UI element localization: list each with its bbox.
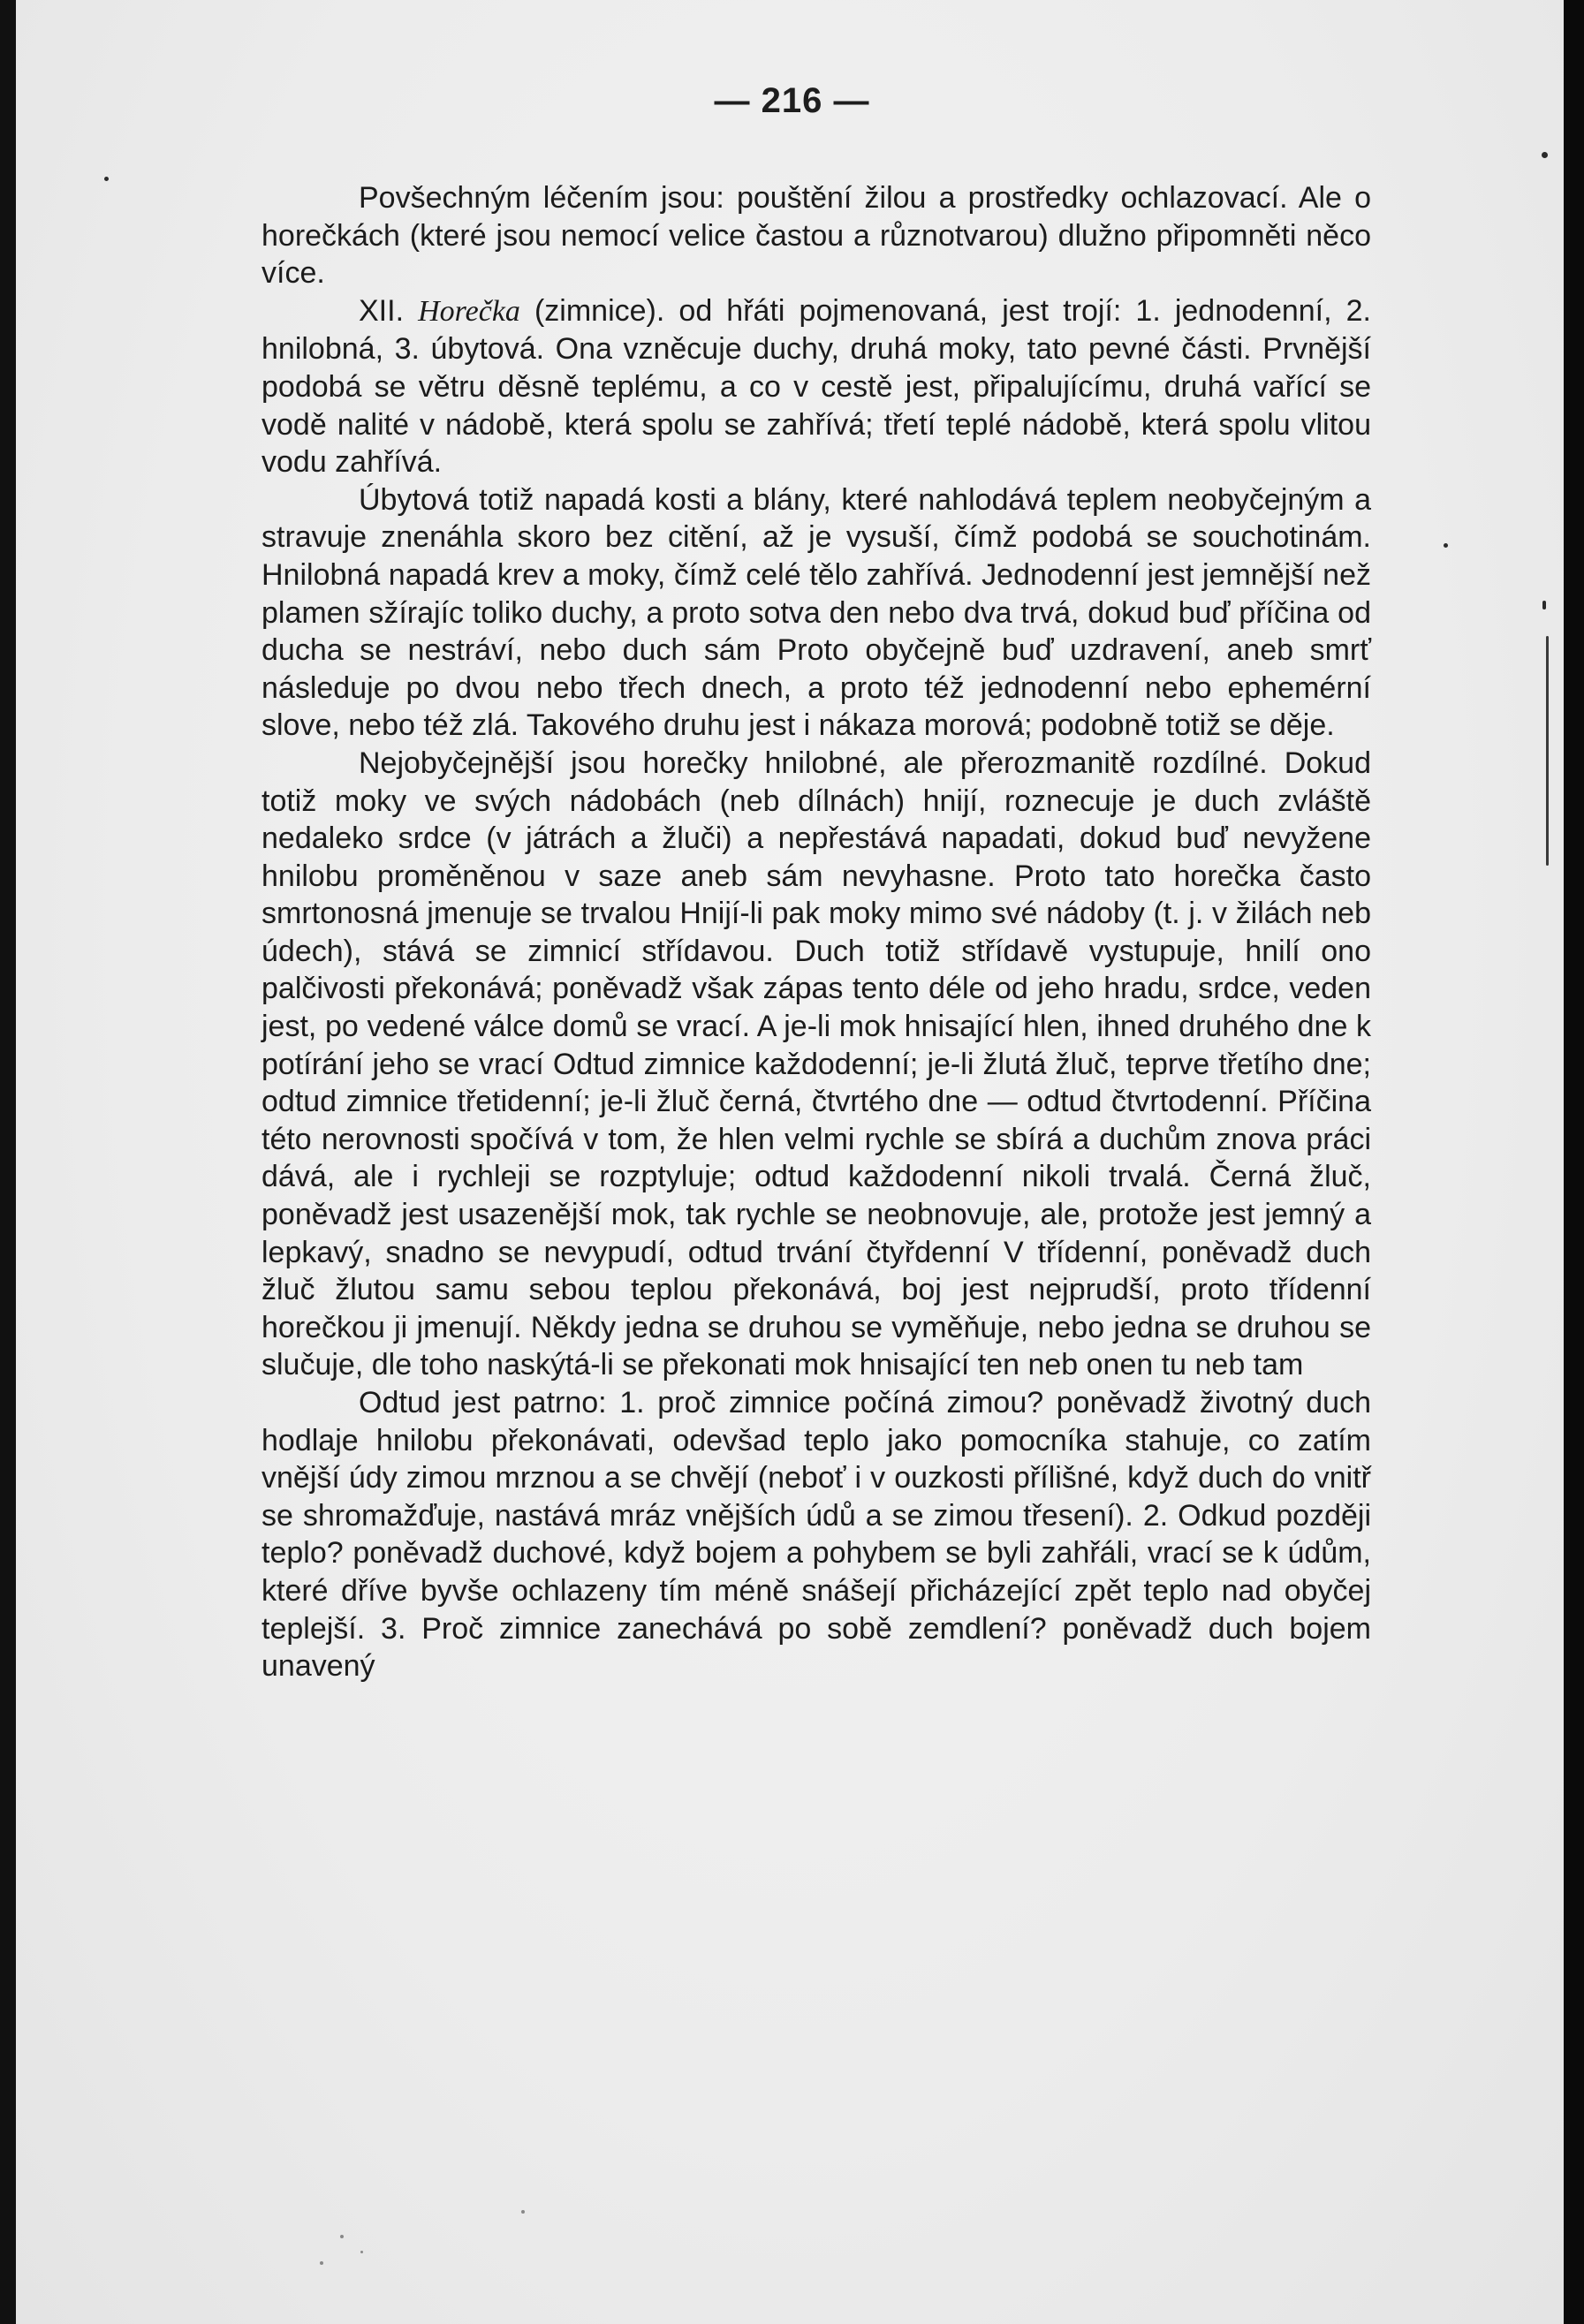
scan-left-border	[0, 0, 16, 2324]
scan-speck	[1444, 543, 1448, 548]
section-number: XII.	[359, 293, 419, 328]
scan-speck	[340, 2235, 344, 2238]
scan-speck	[104, 177, 109, 181]
body-text	[261, 179, 1371, 1685]
scan-speck	[320, 2261, 323, 2265]
section-heading: Horečka	[418, 294, 520, 328]
scan-speck	[521, 2210, 525, 2214]
paragraph-4: Nejobyčejnější jsou horečky hnilobné, ale přerozmanitě rozdílné. Dokud totiž moky ve svých nádobách (neb dílnách) hnijí, roznecuje je duch zvláště nedaleko srdce (v játrách a žluči) a nepřestává napadati, dokud buď nevyžene hnilobu proměněnou v saze aneb sám nevyhasne. Proto tato horečka často smrtonosná jmenuje se trvalou Hnijí-li pak moky mimo své nádoby (t. j. v žilách neb údech), stává se zimnicí střídavou. Duch totiž střídavě vystupuje, hnilí ono palčivosti překonává; poněvadž však zápas tento déle od jeho hradu, srdce, veden jest, po vedené válce domů se vrací. A je-li mok hnisající hlen, ihned druhého dne k potírání jeho se vrací Odtud zimnice každodenní; je-li žlutá žluč, teprve třetího dne; odtud zimnice třetidenní; je-li žluč černá, čtvrtého dne — odtud čtvrtodenní. Příčina této nerovnosti spočívá v tom, že hlen velmi rychle se sbírá a duchům znova práci dává, ale i rychleji se rozptyluje; odtud každodenní nikoli trvalá. Černá žluč, poněvadž jest usazenější mok, tak rychle se neobnovuje, ale, protože jest jemný a lepkavý, snadno se nevypudí, odtud trvání čtyřdenní V třídenní, poněvadž duch žluč žlutou samu sebou teplou překonává, boj jest nejprudší, proto třídenní horečkou ji jmenují. Někdy jedna se druhou se vyměňuje, nebo jedna se druhou se slučuje, dle toho naskýtá-li se překonati mok hnisající ten neb onen tu neb tam	[261, 746, 1371, 1382]
scan-speck	[1546, 636, 1549, 866]
paragraph-5: Odtud jest patrno: 1. proč zimnice počíná zimou? poněvadž životný duch hodlaje hnilobu překonávati, odevšad teplo jako pomocníka stahuje, co zatím vnější údy zimou mrznou a se chvějí (neboť i v ouzkosti přílišné, když duch do vnitř se shromažďuje, nastává mráz vnějších údů a se zimou třesení). 2. Odkud později teplo? poněvadž duchové, když bojem a pohybem se byli zahřáli, vrací se k údům, které dříve byvše ochlazeny tím méně snášejí přicházející zpět teplo nad obyčej teplejší. 3. Proč zimnice zanechává po sobě zemdlení? poněvadž duch bojem unavený	[261, 1386, 1371, 1684]
scan-right-border	[1564, 0, 1584, 2324]
paragraph-1: Povšechným léčením jsou: pouštění žilou a prostředky ochlazovací. Ale o horečkách (které jsou nemocí velice častou a různotvarou) dlužno připomněti něco více.	[261, 181, 1371, 291]
scan-speck	[1542, 152, 1548, 158]
scan-speck	[360, 2251, 363, 2253]
paragraph-2-text: (zimnice). od hřáti pojmenovaná, jest trojí: 1. jednodenní, 2. hnilobná, 3. úbytová. Ona vzněcuje duchy, druhá moky, tato pevné části. Prvnější podobá se větru děsně teplému, a co v cestě jest, připalujícímu, druhá vařící se vodě nalité v nádobě, která spolu se zahřívá; třetí teplé nádobě, která spolu vlitou vodu zahřívá.	[261, 293, 1372, 480]
scan-speck	[1542, 601, 1546, 609]
page-number: — 216 —	[714, 81, 870, 120]
paragraph-2	[261, 292, 1371, 481]
paragraph-3: Úbytová totiž napadá kosti a blány, které nahlodává teplem neobyčejným a stravuje znenáhla skoro bez citění, až je vysuší, čímž podobá se souchotinám. Hnilobná napadá krev a moky, čímž celé tělo zahřívá. Jednodenní jest jemnější než plamen sžírajíc toliko duchy, a proto sotva den nebo dva trvá, dokud buď příčina od ducha se nestráví, nebo duch sám Proto obyčejně buď uzdravení, aneb smrť následuje po dvou nebo třech dnech, a proto též jednodenní nebo ephemérní slove, nebo též zlá. Takového druhu jest i nákaza morová; podobně totiž se děje.	[261, 482, 1371, 743]
